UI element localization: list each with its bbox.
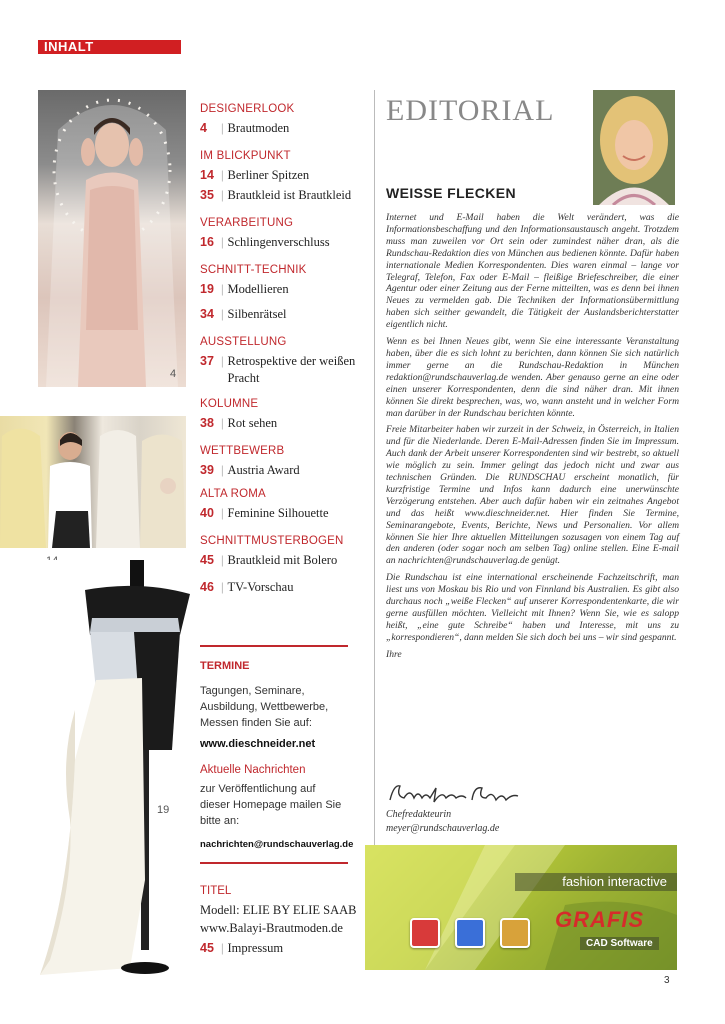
bride-photo — [38, 90, 186, 387]
gown-caption: 19 — [157, 804, 170, 816]
toc-section-title: DESIGNERLOOK — [200, 103, 295, 115]
editor-role: Chefredakteurin — [386, 809, 452, 820]
editorial-paragraph: Die Rundschau ist eine international erscheinende Fachzeitschrift, man liest uns von Moskau bis Rio und von Finnland bis Australien. Es gibt also durchaus noch „weiße Flecken“ auf unserer Korrespondentenkarte, die wir gerne ausfüllen möchten. Vielleicht mit Ihnen? Wenn Sie, wie es salopp heißt, „eine gute Schreibe“ haben und Interesse, mit uns zu „korrespondieren“, dann melden Sie sich doch bei uns – wir sind gespannt. — [386, 572, 679, 643]
editorial-paragraph: Internet und E-Mail haben die Welt verändert, was die Informationsbeschaffung und den Informationsaustausch angeht. Trotzdem muss man zuweilen vor Ort sein oder zumindest näher dran, als die Rundschau-Redaktion dies von München aus bedienen könnte. Dafür haben internationale Medien Korrespondenten. Dies waren einmal – lange vor Telegraf, Telefon, Fax oder E-Mail – fleißige Briefeschreiber, die einer Agentur oder einer Zeitung aus der Ferne mitteilten, was es denn bei ihnen Neues zu vermelden gab. Die Techniken der Informationsübermittlung haben sich seither gewandelt, die Tätigkeit der Auslandsberichterstatter eigentlich nicht. — [386, 212, 679, 331]
toc-section-title: VERARBEITUNG — [200, 217, 294, 229]
toc-section-title: SCHNITTMUSTERBOGEN — [200, 535, 344, 547]
portrait-illustration — [593, 90, 675, 205]
ad-subbrand: CAD Software — [580, 937, 659, 950]
toc-entry[interactable]: 35 | Brautkleid ist Brautkleid — [200, 187, 360, 204]
toc-entry-title: Silbenrätsel — [227, 307, 287, 321]
toc-entry[interactable]: 39 | Austria Award — [200, 462, 360, 479]
ad-brand: GRAFIS — [555, 907, 645, 932]
signature-graphic — [386, 780, 526, 808]
toc-entry-title: Brautkleid mit Bolero — [227, 553, 338, 567]
app-icon — [410, 918, 440, 948]
titel-heading: TITEL — [200, 885, 232, 897]
atelier-photo — [0, 416, 186, 548]
atelier-illustration — [0, 416, 186, 548]
toc-entry-title: Brautmoden — [227, 121, 290, 135]
ad-tagline-band — [515, 873, 677, 891]
editorial-headline: WEISSE FLECKEN — [386, 185, 517, 201]
grafis-ad[interactable] — [365, 845, 677, 970]
toc-page-number: 40 — [200, 506, 214, 520]
toc-entry-title: Impressum — [227, 941, 284, 955]
section-header-label: INHALT — [44, 39, 94, 54]
toc-entry[interactable]: 40 | Feminine Silhouette — [200, 505, 360, 522]
toc-page-number: 34 — [200, 307, 214, 321]
editorial-closing: Ihre — [386, 648, 402, 660]
termine-link[interactable]: www.dieschneider.net — [200, 738, 316, 750]
section-header-bar — [38, 40, 181, 54]
toc-entry-title: Retrospektive der weißen Pracht — [227, 354, 356, 385]
toc-page-number: 39 — [200, 463, 214, 477]
column-divider — [374, 90, 375, 850]
toc-entry-title: Brautkleid ist Brautkleid — [227, 188, 352, 202]
titel-model: Modell: ELIE BY ELIE SAAB — [200, 903, 357, 917]
editor-email[interactable]: meyer@rundschauverlag.de — [386, 823, 500, 834]
table-of-contents — [200, 95, 360, 596]
toc-entry[interactable]: 46 | TV-Vorschau — [200, 579, 360, 596]
editor-portrait — [593, 90, 675, 205]
toc-page-number: 37 — [200, 354, 214, 368]
editorial-body — [386, 212, 679, 666]
news-text-1: zur Veröffentlichung auf — [200, 783, 316, 795]
toc-entry-title: Rot sehen — [227, 416, 278, 430]
page-number: 3 — [664, 975, 670, 986]
titel-url[interactable]: www.Balayi-Brautmoden.de — [200, 921, 343, 935]
toc-page-number: 35 — [200, 188, 214, 202]
toc-entry[interactable]: 4 | Brautmoden — [200, 120, 360, 137]
toc-page-number: 16 — [200, 235, 214, 249]
toc-section-title: ALTA ROMA — [200, 488, 266, 500]
toc-entry[interactable]: 19 | Modellieren — [200, 281, 360, 298]
toc-entry[interactable]: 37 | Retrospektive der weißen Pracht — [200, 353, 360, 387]
news-text-3: bitte an: — [200, 815, 240, 827]
toc-entry[interactable]: 16 | Schlingenverschluss — [200, 234, 360, 251]
toc-page-number: 46 — [200, 580, 214, 594]
editorial-paragraph: Wenn es bei Ihnen Neues gibt, wenn Sie eine interessante Veranstaltung haben, über die es sich lohnt zu berichten, dann können Sie sich natürlich immer gerne an die Rundschau-Redaktion in München redaktion@rundschauverlag.de wenden. Aber genauso gerne an eine oder einen unserer Korrespondenten, denn die sind näher dran. Mit ihnen können Sie direkt besprechen, was, wo, wann ansteht und in welcher Form man darüber in der Rundschau berichten könnte. — [386, 336, 679, 419]
bride-illustration — [38, 90, 186, 387]
divider — [200, 645, 348, 647]
news-text-2: dieser Homepage mailen Sie — [200, 799, 342, 811]
toc-entry[interactable]: 34 | Silbenrätsel — [200, 306, 360, 323]
app-icon — [455, 918, 485, 948]
divider — [200, 862, 348, 864]
gown-photo — [30, 560, 190, 980]
gown-illustration — [30, 560, 190, 980]
toc-entry[interactable]: 14 | Berliner Spitzen — [200, 167, 360, 184]
toc-entry-title: Modellieren — [227, 282, 289, 296]
toc-entry-impressum[interactable]: 45 | Impressum — [200, 941, 284, 955]
toc-section-title: WETTBEWERB — [200, 445, 285, 457]
termine-text-2: Ausbildung, Wettbewerbe, — [200, 701, 329, 713]
editor-signature — [386, 780, 526, 808]
toc-section-title: AUSSTELLUNG — [200, 336, 287, 348]
toc-page-number: 45 — [200, 941, 214, 955]
ad-tagline: fashion interactive — [562, 874, 667, 889]
toc-page-number: 14 — [200, 168, 214, 182]
toc-page-number: 45 — [200, 553, 214, 567]
toc-page-number: 4 — [200, 121, 207, 135]
toc-section-title: SCHNITT-TECHNIK — [200, 264, 307, 276]
toc-entry[interactable]: 45 | Brautkleid mit Bolero — [200, 552, 360, 569]
termine-text-1: Tagungen, Seminare, — [200, 685, 305, 697]
toc-page-number: 19 — [200, 282, 214, 296]
toc-entry-title: Feminine Silhouette — [227, 506, 329, 520]
bride-caption: 4 — [170, 368, 177, 380]
toc-page-number: 38 — [200, 416, 214, 430]
toc-section-title: IM BLICKPUNKT — [200, 150, 291, 162]
app-icon — [500, 918, 530, 948]
toc-entry-title: Berliner Spitzen — [227, 168, 310, 182]
toc-entry-title: Schlingenverschluss — [227, 235, 330, 249]
termine-text-3: Messen finden Sie auf: — [200, 717, 312, 729]
toc-section-title: KOLUMNE — [200, 398, 259, 410]
toc-entry-title: Austria Award — [227, 463, 300, 477]
editorial-paragraph: Freie Mitarbeiter haben wir zurzeit in der Schweiz, in Österreich, in Italien und für die Niederlande. Deren E-Mail-Adressen finden Sie im Impressum. Auch dank der Arbeit unserer Korrespondenten sind wir bestrebt, so aktuell wie möglich zu sein. Immer gelingt das jedoch nicht und zwar aus technischen Gründen. Die RUNDSCHAU erscheint monatlich, für kurzfristige Termine und Infos kann dadurch eine unerwünschte Verzögerung entstehen. Aber auch dafür haben wir ein zeitnahes Angebot und das heißt www.dieschneider.net. Hier finden Sie Termine, Seminarangebote, Events, Berichte, News und Personalien. Vor allem können Sie hier Ihre aktuellen Mitteilungen sozusagen von einem Tag auf den anderen (oder sogar noch am selben Tag) online stellen. Eine E-mail an nachrichten@rundschauverlag.de genügt. — [386, 424, 679, 567]
news-email-link[interactable]: nachrichten@rundschauverlag.de — [200, 839, 354, 850]
toc-entry[interactable]: 38 | Rot sehen — [200, 415, 360, 432]
toc-entry-title: TV-Vorschau — [227, 580, 294, 594]
termine-heading: TERMINE — [200, 660, 250, 672]
news-heading: Aktuelle Nachrichten — [200, 764, 306, 776]
editorial-title: EDITORIAL — [386, 94, 555, 127]
